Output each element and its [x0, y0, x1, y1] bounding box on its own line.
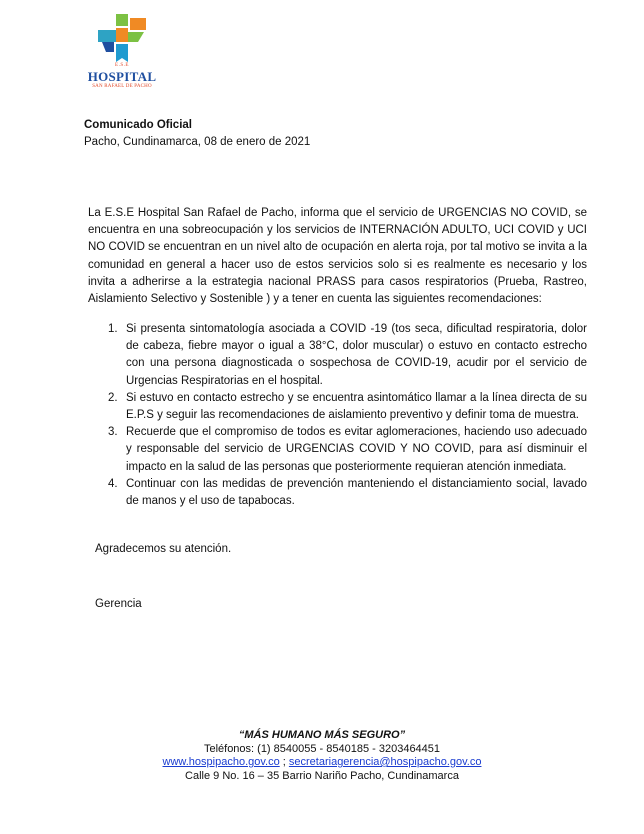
website-link[interactable]: www.hospipacho.gov.co — [162, 756, 280, 768]
footer-phones: Teléfonos: (1) 8540055 - 8540185 - 3203464451 — [203, 742, 441, 755]
list-item-text: Si presenta sintomatología asociada a COVID -19 (tos seca, dificultad respiratoria, dolor de cabeza, fiebre mayor o igual a 38°C, dolor muscular) o estuvo en contacto estrecho con una persona diagnosticada o sospechosa de COVID-19, acudir por el servicio de Urgencias Respiratorias en el hospital. — [126, 323, 587, 387]
list-item — [88, 390, 587, 424]
thanks-line: Agradecemos su atención. — [95, 543, 232, 555]
footer — [0, 729, 644, 783]
place-date: Pacho, Cundinamarca, 08 de enero de 2021 — [84, 136, 311, 148]
logo-ese-label: E.S.E — [115, 63, 129, 68]
document-title: Comunicado Oficial — [84, 119, 192, 131]
recommendations-list — [88, 321, 587, 510]
list-item-number: 1. — [108, 323, 118, 335]
intro-paragraph: La E.S.E Hospital San Rafael de Pacho, informa que el servicio de URGENCIAS NO COVID, se encuentra en una sobreocupación y los servicios de INTERNACIÓN ADULTO, UCI COVID y UCI NO COVID se encuentran en un nivel alto de ocupación en alerta roja, por tal motivo se invita a la comunidad en general a hacer uso de estos servicios solo si es realmente es necesario y los invita a adherirse a la estrategia nacional PRASS para casos respiratorios (Prueba, Rastreo, Aislamiento Selectivo y Sostenible ) y a tener en cuenta las siguientes recomendaciones: — [88, 207, 587, 306]
hospital-logo — [82, 12, 162, 90]
list-item-number: 2. — [108, 391, 118, 404]
footer-links — [0, 756, 644, 770]
logo-subtitle: SAN RAFAEL DE PACHO — [92, 84, 152, 89]
list-item-text: Si estuvo en contacto estrecho y se encuentra asintomático llamar a la línea directa de su E.P.S y seguir las recomendaciones de aislamiento preventivo y definir toma de muestra. — [126, 391, 587, 422]
list-item — [88, 321, 587, 390]
list-item-number: 3. — [108, 426, 118, 439]
list-item — [88, 424, 587, 476]
logo-hospital-name: HOSPITAL — [87, 69, 157, 84]
list-item — [88, 476, 587, 510]
list-item-number: 4. — [108, 477, 118, 490]
footer-address: Calle 9 No. 16 – 35 Barrio Nariño Pacho, Cundinamarca — [185, 769, 459, 782]
document-heading — [84, 117, 310, 151]
list-item-text: Continuar con las medidas de prevención manteniendo el distanciamiento social, lavado de manos y el uso de tapabocas. — [126, 477, 587, 508]
list-item-text: Recuerde que el compromiso de todos es evitar aglomeraciones, haciendo uso adecuado y responsable del servicio de URGENCIAS COVID Y NO COVID, para así disminuir el impacto en la salud de las personas que posteriormente requieran atención inmediata. — [126, 426, 587, 473]
hospital-cross-icon — [92, 12, 152, 64]
footer-slogan: “MÁS HUMANO MÁS SEGURO” — [238, 729, 406, 741]
link-separator: ; — [279, 756, 289, 768]
email-link[interactable]: secretariagerencia@hospipacho.gov.co — [288, 756, 482, 768]
signature: Gerencia — [95, 598, 142, 610]
